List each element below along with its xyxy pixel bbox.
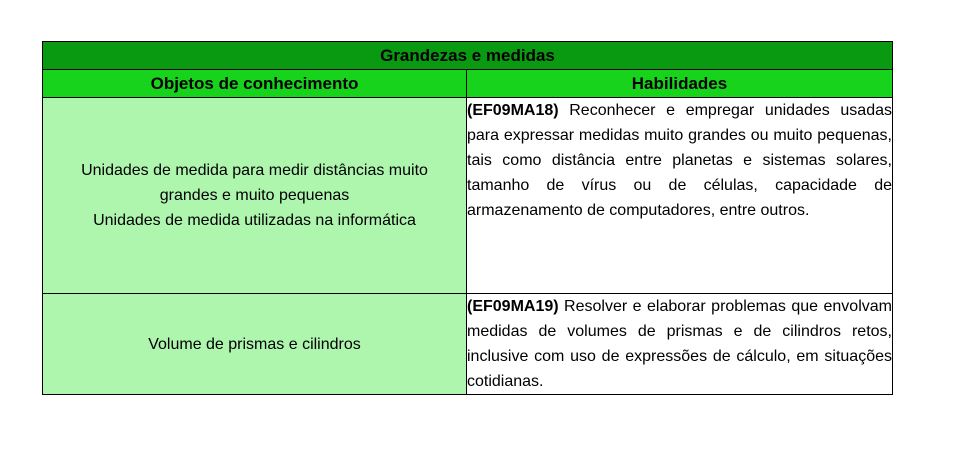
objetos-cell	[43, 294, 467, 395]
objetos-cell	[43, 98, 467, 294]
table-title: Grandezas e medidas	[43, 42, 893, 70]
habilidade-cell	[467, 294, 893, 395]
table-row	[43, 294, 893, 395]
habilidade-cell	[467, 98, 893, 294]
habilidade-code: (EF09MA18)	[467, 102, 559, 119]
table-header-row	[43, 70, 893, 98]
habilidade-code: (EF09MA19)	[467, 298, 559, 315]
table-title-row	[43, 42, 893, 70]
habilidade-text: Reconhecer e empregar unidades usadas para expressar medidas muito grandes ou muito pequenas, tais como distância entre planetas e sistemas solares, tamanho de vírus ou de células, capacidade de armazenamento de computadores, entre outros.	[467, 102, 893, 219]
column-header-habilidades: Habilidades	[467, 70, 893, 98]
bncc-table	[42, 41, 893, 395]
objeto-line: Unidades de medida para medir distâncias muito	[81, 162, 428, 179]
objeto-line: grandes e muito pequenas	[159, 187, 350, 204]
objeto-line: Unidades de medida utilizadas na informática	[93, 212, 416, 229]
table-row	[43, 98, 893, 294]
column-header-objetos: Objetos de conhecimento	[43, 70, 467, 98]
habilidade-text: Resolver e elaborar problemas que envolvam medidas de volumes de prismas e de cilindros retos, inclusive com uso de expressões de cálculo, em situações cotidianas.	[467, 298, 892, 390]
objeto-line: Volume de prismas e cilindros	[148, 335, 361, 353]
